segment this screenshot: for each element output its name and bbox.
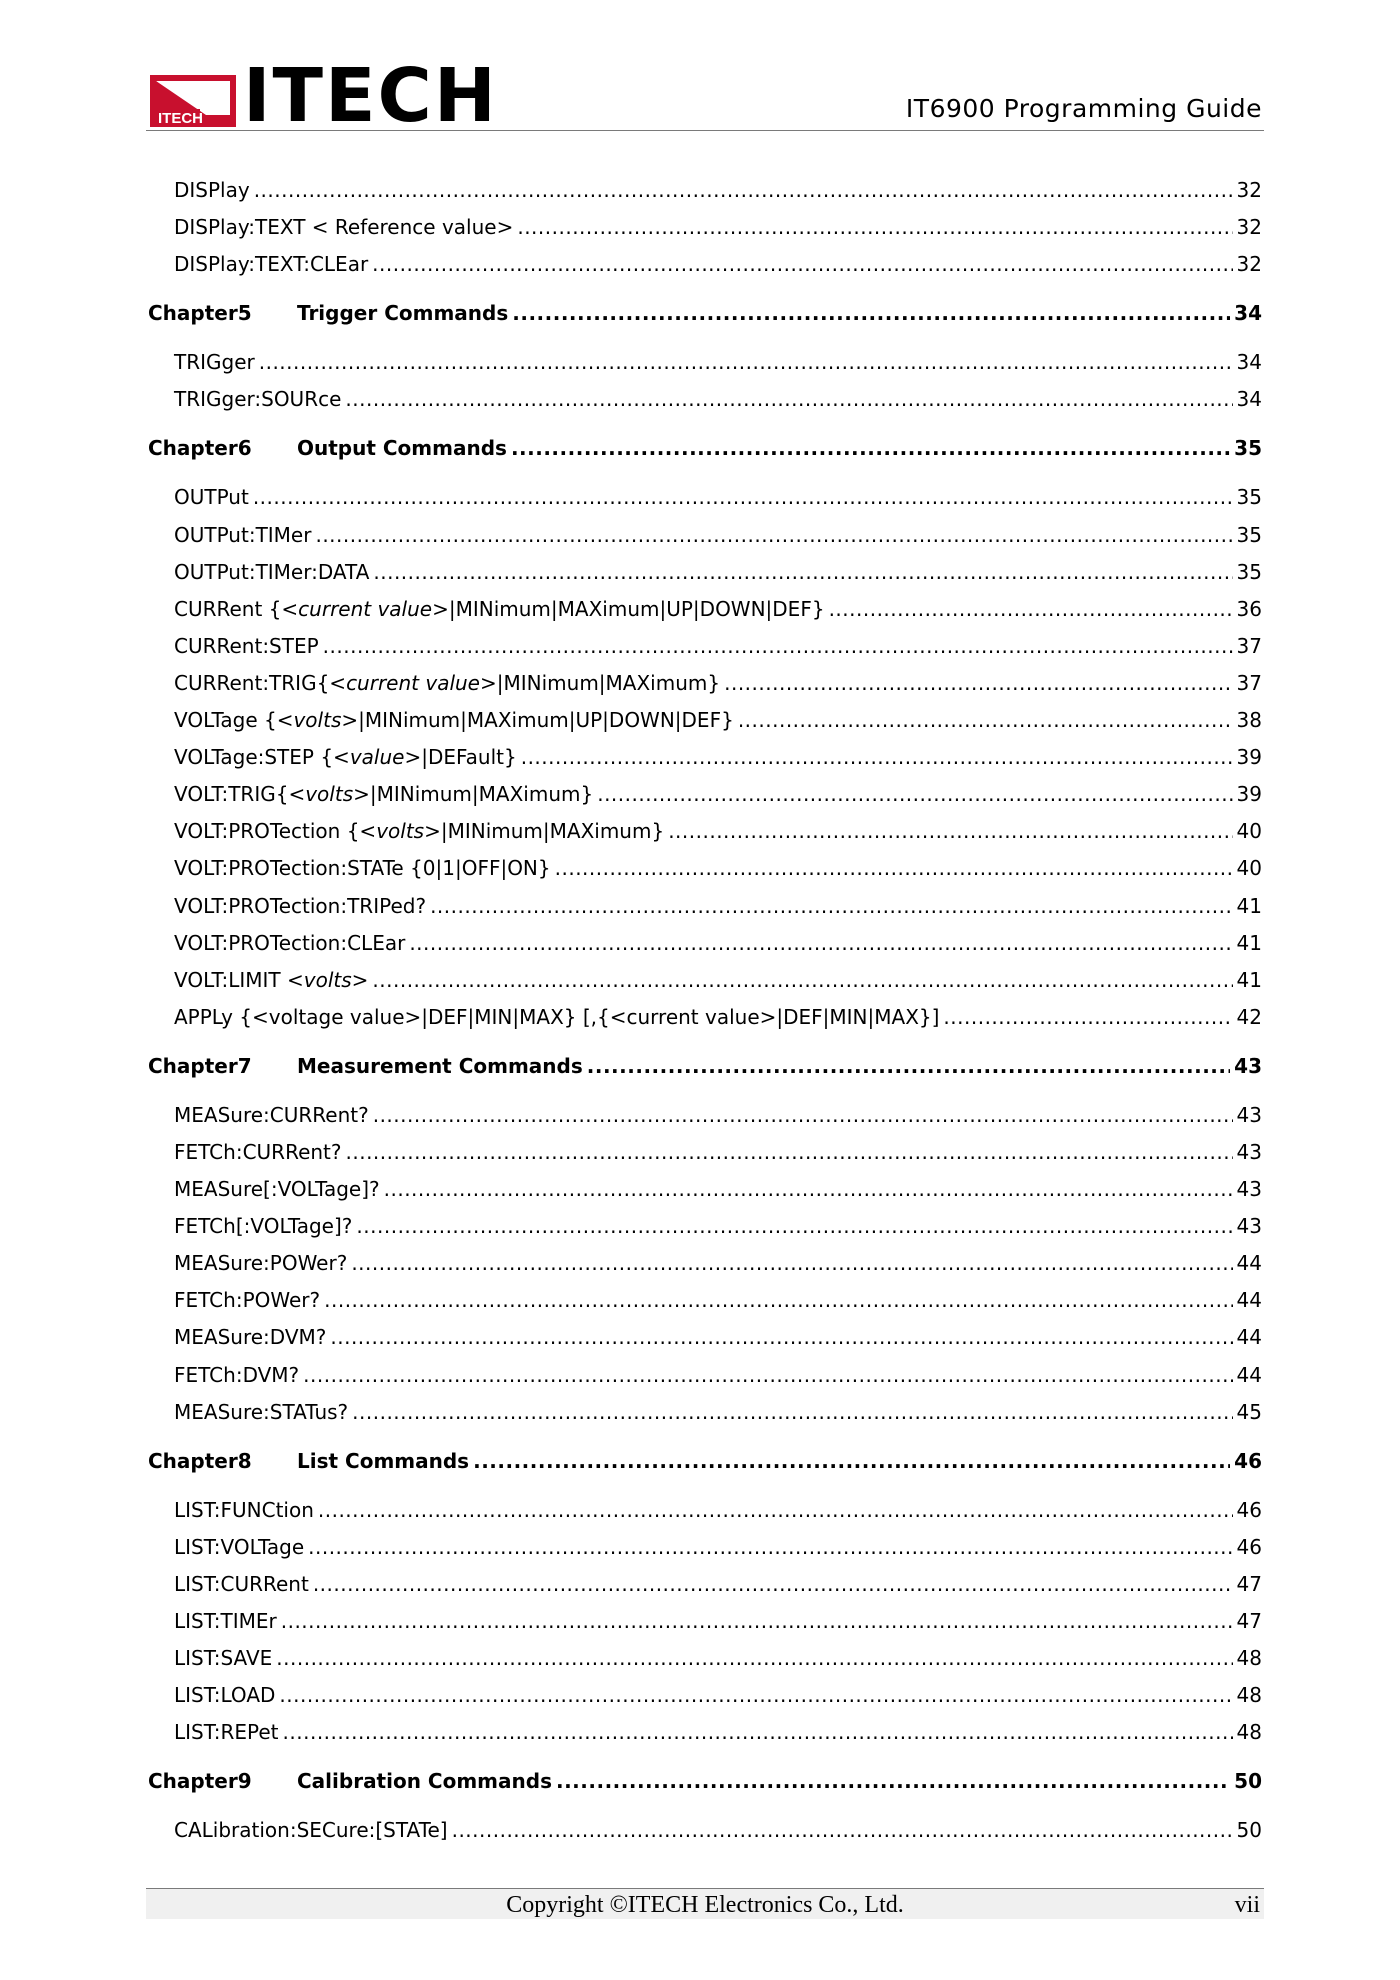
- toc-entry-title: LIST:REPet: [174, 1720, 279, 1745]
- toc-entry[interactable]: [148, 1566, 1262, 1603]
- toc-page-number: 34: [1234, 301, 1262, 326]
- toc-entry-title: LIST:LOAD: [174, 1683, 276, 1708]
- toc-entry-text: VOLTage:STEP {<: [174, 745, 350, 770]
- toc-entry[interactable]: [148, 1529, 1262, 1566]
- header-divider: [146, 130, 1264, 131]
- toc-page-number: 44: [1236, 1251, 1262, 1276]
- toc-entry-title: LIST:SAVE: [174, 1646, 273, 1671]
- toc-entry-text: >: [351, 967, 369, 992]
- toc-dot-leader: [587, 1040, 1230, 1093]
- toc-dot-leader: [356, 1208, 1232, 1245]
- toc-page-number: 35: [1236, 522, 1262, 547]
- toc-entry-param: current value: [298, 596, 433, 621]
- toc-dot-leader: [259, 344, 1233, 381]
- toc-page-number: 37: [1236, 670, 1262, 695]
- toc-entry-title: VOLT:PROTection:TRIPed?: [174, 893, 427, 918]
- toc-dot-leader: [555, 850, 1233, 887]
- toc-chapter-name: Output Commands: [297, 436, 507, 461]
- toc-chapter-title: [148, 287, 508, 340]
- toc-entry[interactable]: [148, 1208, 1262, 1245]
- toc-entry-title: MEASure:POWer?: [174, 1251, 348, 1276]
- toc-dot-leader: [253, 479, 1233, 516]
- toc-page-number: 43: [1236, 1177, 1262, 1202]
- toc-entry-title: FETCh:DVM?: [174, 1362, 300, 1387]
- toc-entry[interactable]: [148, 962, 1262, 999]
- toc-dot-leader: [303, 1357, 1232, 1394]
- toc-entry-param: volts: [293, 708, 342, 733]
- toc-page-number: 39: [1236, 745, 1262, 770]
- toc-chapter-name: Measurement Commands: [297, 1053, 583, 1078]
- toc-entry[interactable]: [148, 776, 1262, 813]
- toc-entry-title: MEASure:CURRent?: [174, 1102, 369, 1127]
- toc-chapter-title: [148, 1040, 583, 1093]
- toc-page-number: 43: [1236, 1139, 1262, 1164]
- toc-page-number: 47: [1236, 1571, 1262, 1596]
- toc-entry[interactable]: [148, 888, 1262, 925]
- toc-entry-title: LIST:CURRent: [174, 1571, 309, 1596]
- toc-page-number: 44: [1236, 1288, 1262, 1313]
- toc-entry-title: [174, 813, 664, 850]
- toc-entry[interactable]: [148, 1282, 1262, 1319]
- toc-dot-leader: [324, 1282, 1232, 1319]
- toc-entry[interactable]: [148, 209, 1262, 246]
- toc-page-number: 37: [1236, 633, 1262, 658]
- toc-chapter-label: Chapter8: [148, 1448, 252, 1473]
- toc-entry-param: value: [349, 745, 405, 770]
- toc-entry-title: LIST:VOLTage: [174, 1534, 305, 1559]
- toc-chapter-entry[interactable]: [148, 1435, 1262, 1488]
- toc-entry[interactable]: [148, 1357, 1262, 1394]
- toc-dot-leader: [738, 702, 1233, 739]
- toc-entry[interactable]: [148, 1245, 1262, 1282]
- toc-entry-title: FETCh:CURRent?: [174, 1139, 342, 1164]
- toc-page-number: 32: [1236, 215, 1262, 240]
- toc-entry-title: OUTPut:TIMer: [174, 522, 312, 547]
- toc-dot-leader: [724, 665, 1232, 702]
- toc-entry[interactable]: [148, 813, 1262, 850]
- toc-page-number: 43: [1234, 1053, 1262, 1078]
- toc-chapter-title: [148, 422, 507, 475]
- toc-page-number: 34: [1236, 350, 1262, 375]
- toc-entry-title: VOLT:PROTection:STATe {0|1|OFF|ON}: [174, 856, 551, 881]
- toc-dot-leader: [943, 999, 1232, 1036]
- page-header: [148, 53, 1264, 139]
- toc-entry-title: MEASure:DVM?: [174, 1325, 327, 1350]
- toc-entry-title: DISPlay:TEXT:CLEar: [174, 252, 369, 277]
- toc-dot-leader: [254, 172, 1233, 209]
- toc-page-number: 32: [1236, 178, 1262, 202]
- toc-dot-leader: [372, 246, 1232, 283]
- logo-mark-text: ITECH: [158, 110, 203, 127]
- toc-entry[interactable]: [148, 344, 1262, 381]
- toc-dot-leader: [597, 776, 1232, 813]
- toc-entry-title: CALibration:SECure:[STATe]: [174, 1818, 448, 1843]
- toc-entry[interactable]: [148, 172, 1262, 209]
- toc-dot-leader: [373, 554, 1232, 591]
- toc-entry-title: OUTPut: [174, 485, 249, 510]
- toc-entry[interactable]: [148, 1640, 1262, 1677]
- toc-dot-leader: [409, 925, 1232, 962]
- toc-entry-title: [174, 665, 720, 702]
- toc-entry-title: [174, 591, 825, 628]
- toc-entry-title: DISPlay:TEXT < Reference value>: [174, 215, 514, 240]
- toc-dot-leader: [668, 813, 1232, 850]
- toc-entry-title: FETCh[:VOLTage]?: [174, 1214, 353, 1239]
- toc-entry-title: DISPlay: [174, 178, 250, 202]
- toc-entry[interactable]: [148, 1134, 1262, 1171]
- toc-dot-leader: [346, 1134, 1233, 1171]
- toc-entry-text: VOLT:LIMIT <: [174, 967, 304, 992]
- toc-entry[interactable]: [148, 925, 1262, 962]
- toc-chapter-entry[interactable]: [148, 287, 1262, 340]
- toc-dot-leader: [512, 287, 1230, 340]
- toc-page-number: 35: [1234, 436, 1262, 461]
- toc-dot-leader: [556, 1755, 1230, 1808]
- toc-chapter-title: [148, 1435, 469, 1488]
- toc-dot-leader: [276, 1640, 1232, 1677]
- toc-entry-title: VOLT:PROTection:CLEar: [174, 930, 406, 955]
- toc-dot-leader: [511, 422, 1230, 475]
- table-of-contents: [148, 172, 1262, 1849]
- toc-entry-title: FETCh:POWer?: [174, 1288, 321, 1313]
- toc-dot-leader: [521, 739, 1233, 776]
- toc-page-number: 50: [1234, 1769, 1262, 1794]
- toc-entry[interactable]: [148, 517, 1262, 554]
- toc-entry-text: >|MINimum|MAXimum}: [353, 782, 594, 807]
- toc-page-number: 36: [1236, 596, 1262, 621]
- toc-page-number: 40: [1236, 856, 1262, 881]
- toc-entry-text: VOLTage {<: [174, 708, 294, 733]
- toc-entry-text: CURRent {<: [174, 596, 299, 621]
- toc-page-number: 32: [1236, 252, 1262, 277]
- toc-entry[interactable]: [148, 665, 1262, 702]
- toc-page-number: 46: [1236, 1497, 1262, 1522]
- toc-entry[interactable]: [148, 850, 1262, 887]
- toc-entry-title: MEASure:STATus?: [174, 1399, 349, 1424]
- toc-page-number: 43: [1236, 1214, 1262, 1239]
- toc-dot-leader: [281, 1603, 1233, 1640]
- toc-dot-leader: [279, 1677, 1232, 1714]
- toc-entry-param: volts: [376, 819, 425, 844]
- toc-entry-title: LIST:TIMEr: [174, 1609, 277, 1633]
- toc-entry-param: volts: [305, 782, 354, 807]
- toc-page-number: 41: [1236, 967, 1262, 992]
- toc-page-number: 41: [1236, 930, 1262, 955]
- toc-page-number: 47: [1236, 1609, 1262, 1633]
- page-footer: [146, 1888, 1264, 1919]
- toc-entry-text: CURRent:TRIG{<: [174, 670, 347, 695]
- toc-entry[interactable]: [148, 702, 1262, 739]
- toc-page-number: 35: [1236, 559, 1262, 584]
- toc-page-number: 43: [1236, 1102, 1262, 1127]
- toc-page-number: 50: [1236, 1818, 1262, 1843]
- toc-chapter-label: Chapter9: [148, 1769, 252, 1794]
- toc-dot-leader: [384, 1171, 1233, 1208]
- toc-entry[interactable]: [148, 1812, 1262, 1849]
- toc-chapter-entry[interactable]: [148, 1040, 1262, 1093]
- toc-page-number: 48: [1236, 1646, 1262, 1671]
- toc-chapter-label: Chapter6: [148, 436, 252, 461]
- toc-entry[interactable]: [148, 381, 1262, 418]
- toc-entry[interactable]: [148, 591, 1262, 628]
- toc-entry-title: OUTPut:TIMer:DATA: [174, 559, 370, 584]
- toc-page-number: 39: [1236, 782, 1262, 807]
- toc-chapter-label: Chapter5: [148, 301, 252, 326]
- toc-page-number: 45: [1236, 1399, 1262, 1424]
- footer-copyright: Copyright ©ITECH Electronics Co., Ltd.: [506, 1892, 904, 1918]
- toc-entry[interactable]: [148, 1492, 1262, 1529]
- toc-entry-title: MEASure[:VOLTage]?: [174, 1177, 380, 1202]
- toc-dot-leader: [283, 1714, 1233, 1751]
- toc-entry-title: [174, 739, 517, 776]
- toc-dot-leader: [345, 381, 1232, 418]
- toc-dot-leader: [473, 1435, 1230, 1488]
- toc-chapter-entry[interactable]: [148, 422, 1262, 475]
- toc-entry[interactable]: [148, 554, 1262, 591]
- toc-dot-leader: [373, 1097, 1233, 1134]
- toc-chapter-entry[interactable]: [148, 1755, 1262, 1808]
- toc-dot-leader: [313, 1566, 1233, 1603]
- toc-entry-title: CURRent:STEP: [174, 633, 319, 658]
- toc-entry[interactable]: [148, 479, 1262, 516]
- toc-page-number: 46: [1234, 1448, 1262, 1473]
- toc-entry[interactable]: [148, 1394, 1262, 1431]
- toc-dot-leader: [352, 1394, 1232, 1431]
- toc-dot-leader: [323, 628, 1233, 665]
- toc-page-number: 40: [1236, 819, 1262, 844]
- document-title: IT6900 Programming Guide: [905, 94, 1262, 123]
- toc-entry-title: APPLy {<voltage value>|DEF|MIN|MAX} [,{<current value>|DEF|MIN|MAX}]: [174, 1004, 940, 1029]
- toc-page-number: 41: [1236, 893, 1262, 918]
- toc-dot-leader: [372, 962, 1232, 999]
- toc-entry-param: current value: [346, 670, 480, 695]
- toc-entry[interactable]: [148, 1097, 1262, 1134]
- toc-entry[interactable]: [148, 1171, 1262, 1208]
- toc-entry-text: >|MINimum|MAXimum|UP|DOWN|DEF}: [432, 596, 825, 621]
- toc-dot-leader: [318, 1492, 1233, 1529]
- toc-entry-text: >|DEFault}: [404, 745, 517, 770]
- toc-entry-text: >|MINimum|MAXimum|UP|DOWN|DEF}: [341, 708, 734, 733]
- toc-chapter-name: Calibration Commands: [297, 1769, 552, 1794]
- toc-entry[interactable]: [148, 628, 1262, 665]
- toc-dot-leader: [308, 1529, 1232, 1566]
- toc-dot-leader: [829, 591, 1233, 628]
- toc-page-number: 44: [1236, 1362, 1262, 1387]
- toc-page-number: 42: [1236, 1004, 1262, 1029]
- toc-entry[interactable]: [148, 246, 1262, 283]
- toc-entry-title: [174, 776, 593, 813]
- toc-page-number: 46: [1236, 1534, 1262, 1559]
- toc-chapter-name: List Commands: [297, 1448, 470, 1473]
- toc-entry[interactable]: [148, 999, 1262, 1036]
- toc-entry-title: LIST:FUNCtion: [174, 1497, 314, 1522]
- toc-entry-text: VOLT:PROTection {<: [174, 819, 377, 844]
- toc-entry-text: >|MINimum|MAXimum}: [424, 819, 665, 844]
- toc-entry[interactable]: [148, 739, 1262, 776]
- toc-dot-leader: [430, 888, 1232, 925]
- toc-entry[interactable]: [148, 1714, 1262, 1751]
- toc-entry-title: TRIGger:SOURce: [174, 387, 342, 412]
- toc-entry[interactable]: [148, 1677, 1262, 1714]
- toc-entry-text: VOLT:TRIG{<: [174, 782, 306, 807]
- toc-dot-leader: [452, 1812, 1233, 1849]
- itech-logo-mark-icon: [150, 75, 236, 127]
- toc-entry-param: volts: [303, 967, 352, 992]
- toc-page-number: 35: [1236, 485, 1262, 510]
- toc-page-number: 34: [1236, 387, 1262, 412]
- toc-page-number: 44: [1236, 1325, 1262, 1350]
- toc-chapter-label: Chapter7: [148, 1053, 252, 1078]
- toc-page-number: 48: [1236, 1720, 1262, 1745]
- toc-page-number: 48: [1236, 1683, 1262, 1708]
- toc-entry[interactable]: [148, 1319, 1262, 1356]
- logo-wordmark: ITECH: [243, 53, 498, 139]
- toc-entry-title: [174, 962, 368, 999]
- toc-entry[interactable]: [148, 1603, 1262, 1640]
- toc-entry-text: >|MINimum|MAXimum}: [480, 670, 721, 695]
- toc-entry-title: TRIGger: [174, 350, 255, 375]
- toc-dot-leader: [315, 517, 1232, 554]
- toc-chapter-title: [148, 1755, 552, 1808]
- toc-dot-leader: [330, 1319, 1232, 1356]
- toc-entry-title: [174, 702, 734, 739]
- toc-page-number: 38: [1236, 708, 1262, 733]
- toc-dot-leader: [517, 209, 1232, 246]
- footer-page-number: vii: [1234, 1892, 1260, 1918]
- toc-chapter-name: Trigger Commands: [297, 301, 509, 326]
- toc-dot-leader: [351, 1245, 1232, 1282]
